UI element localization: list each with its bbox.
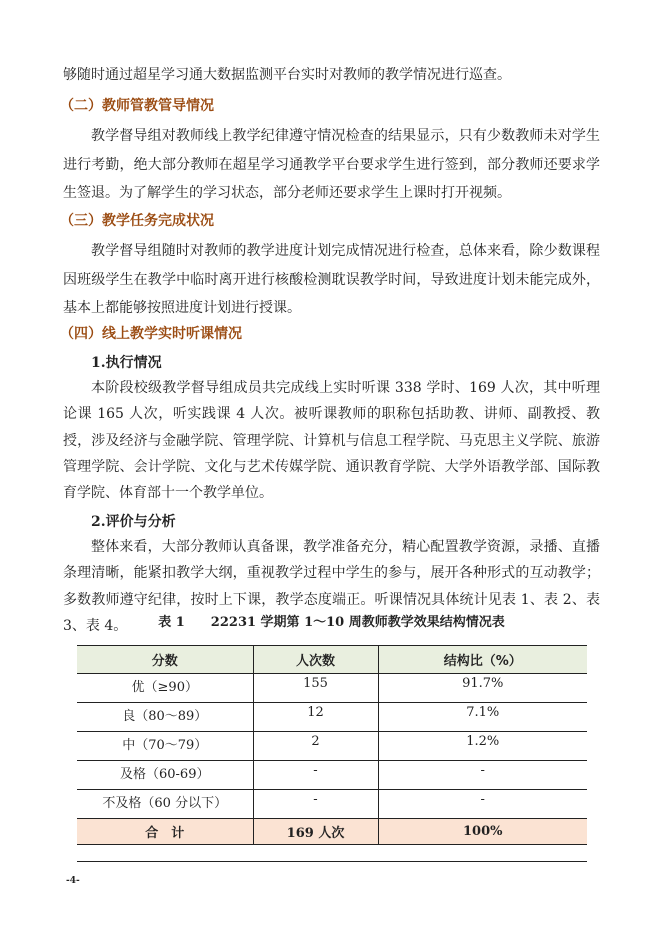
cell-score: 及格（60-69） bbox=[77, 761, 253, 790]
header-ratio: 结构比（%） bbox=[378, 646, 587, 674]
cell-score: 优（≥90） bbox=[77, 674, 253, 703]
cell-count: 155 bbox=[253, 674, 378, 703]
table-total-row bbox=[77, 819, 587, 845]
cell-ratio: - bbox=[378, 790, 587, 819]
total-count: 169 人次 bbox=[253, 819, 378, 845]
cell-score: 中（70～79） bbox=[77, 732, 253, 761]
table-row bbox=[77, 732, 587, 761]
cell-ratio: 7.1% bbox=[378, 703, 587, 732]
header-score: 分数 bbox=[77, 646, 253, 674]
paragraph-evaluation: 整体来看，大部分教师认真备课，教学准备充分，精心配置教学资源，录播、直播条理清晰，能紧扣教学大纲，重视教学过程中学生的参与，展开各种形式的互动教学；多数教师遵守纪律，按时上下课，教学态度端正。听课情况具体统计见表 1、表 2、表 3、表 4。 bbox=[63, 539, 600, 634]
cell-count: - bbox=[253, 790, 378, 819]
table-row bbox=[77, 761, 587, 790]
cell-ratio: 1.2% bbox=[378, 732, 587, 761]
table-row bbox=[77, 790, 587, 819]
cell-count: 2 bbox=[253, 732, 378, 761]
paragraph-attendance: 教学督导组对教师线上教学纪律遵守情况检查的结果显示，只有少数教师未对学生进行考勤，绝大部分教师在超星学习通教学平台要求学生进行签到，部分教师还要求学生签退。为了解学生的学习状态，部分老师还要求学生上课时打开视频。 bbox=[63, 128, 600, 201]
cell-count: - bbox=[253, 761, 378, 790]
page-number: -4- bbox=[66, 876, 80, 886]
cell-count: 12 bbox=[253, 703, 378, 732]
cell-score: 良（80～89） bbox=[77, 703, 253, 732]
total-label: 合 计 bbox=[77, 819, 253, 845]
section-heading-2: （二）教师管教管导情况 bbox=[60, 98, 214, 114]
paragraph-progress: 教学督导组随时对教师的教学进度计划完成情况进行检查，总体来看，除少数课程因班级学生在教学中临时离开进行核酸检测耽误教学时间，导致进度计划未能完成外，基本上都能够按照进度计划进行授课。 bbox=[63, 243, 600, 316]
teaching-effect-table bbox=[77, 645, 587, 845]
cell-ratio: - bbox=[378, 761, 587, 790]
cell-ratio: 91.7% bbox=[378, 674, 587, 703]
subheading-evaluation: 2.评价与分析 bbox=[91, 514, 176, 530]
subheading-execution: 1.执行情况 bbox=[91, 355, 162, 371]
table-header-row bbox=[77, 646, 587, 674]
paragraph-continuation: 够随时通过超星学习通大数据监测平台实时对教师的教学情况进行巡查。 bbox=[63, 67, 511, 83]
cell-score: 不及格（60 分以下） bbox=[77, 790, 253, 819]
section-heading-3: （三）教学任务完成状况 bbox=[60, 213, 214, 229]
table-row bbox=[77, 674, 587, 703]
table-caption: 表 1 22231 学期第 1～10 周教师教学效果结构情况表 bbox=[158, 615, 505, 630]
footer-divider bbox=[77, 861, 587, 862]
total-ratio: 100% bbox=[378, 819, 587, 845]
section-heading-4: （四）线上教学实时听课情况 bbox=[60, 326, 242, 342]
table-row bbox=[77, 703, 587, 732]
header-count: 人次数 bbox=[253, 646, 378, 674]
paragraph-execution: 本阶段校级教学督导组成员共完成线上实时听课 338 学时、169 人次，其中听理论课 165 人次，听实践课 4 人次。被听课教师的职称包括助教、讲师、副教授、教授，涉及经济与金融学院、管理学院、计算机与信息工程学院、马克思主义学院、旅游管理学院、会计学院、文化与艺术传媒学院、通识教育学院、大学外语教学部、国际教育学院、体育部十一个教学单位。 bbox=[63, 380, 600, 502]
